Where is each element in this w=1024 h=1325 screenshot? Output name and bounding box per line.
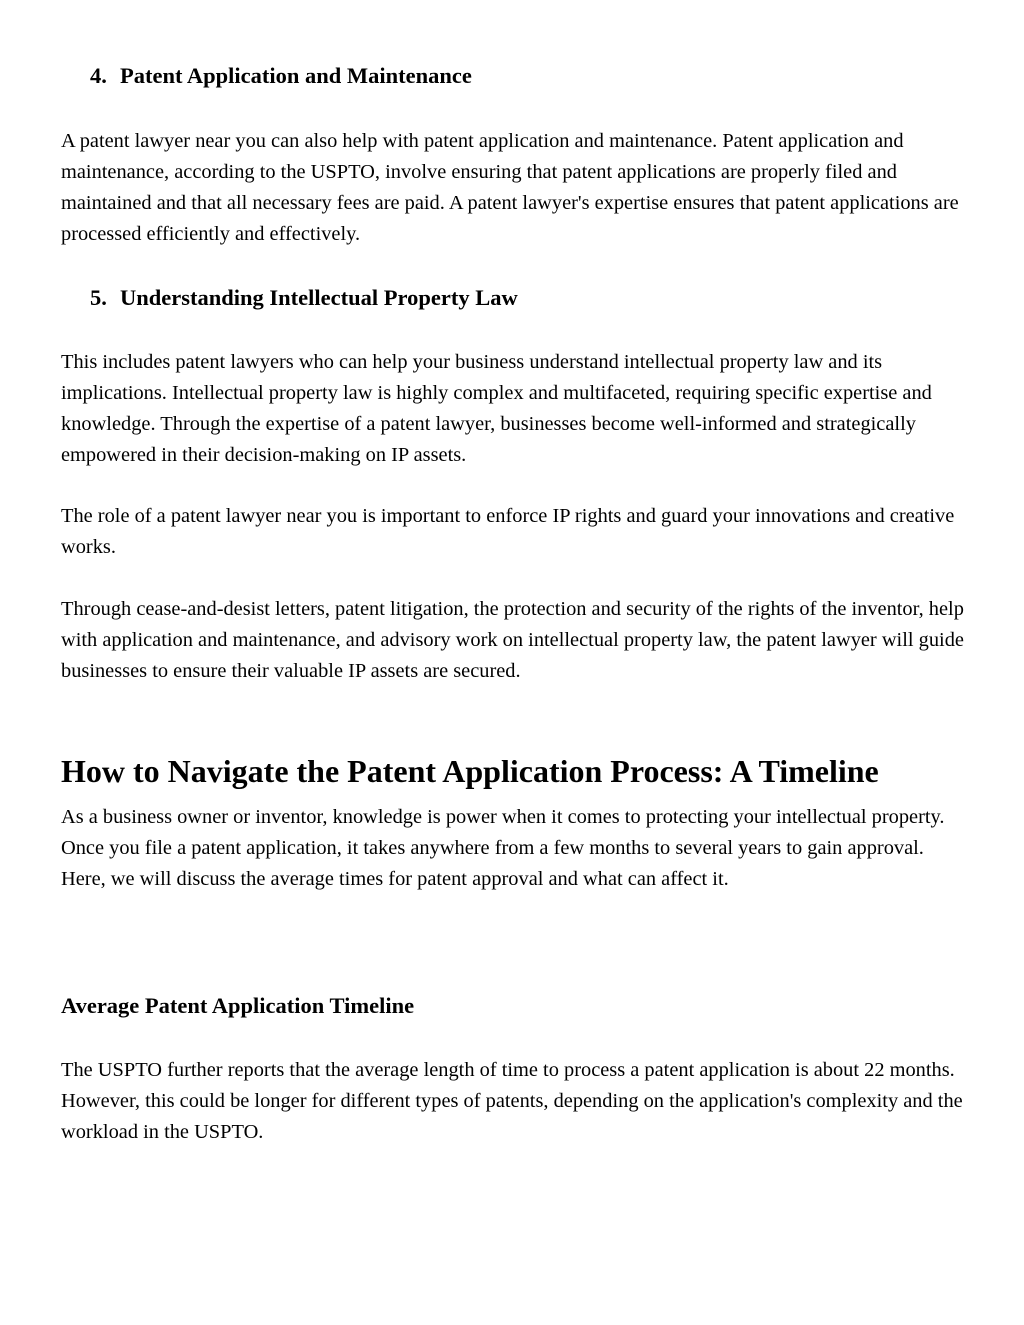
subheading-average-timeline: Average Patent Application Timeline	[61, 993, 415, 1018]
heading-number: 5.	[90, 285, 107, 310]
heading-title: Understanding Intellectual Property Law	[120, 285, 518, 310]
paragraph-timeline-intro: As a business owner or inventor, knowledge is power when it comes to protecting your intellectual property. Once you file a patent application, it takes anywhere from a few months to several years to gain approval. Here, we will discuss the average times for patent approval and what can affect it.	[61, 806, 945, 890]
paragraph-patent-application: A patent lawyer near you can also help with patent application and maintenance. Patent application and maintenance, according to the USPTO, involve ensuring that patent applications are properly filed and maintained and that all necessary fees are paid. A patent lawyer's expertise ensures that patent applications are processed efficiently and effectively.	[61, 130, 959, 245]
numbered-heading-patent-application	[90, 62, 472, 90]
paragraph-average-timeline: The USPTO further reports that the average length of time to process a patent application is about 22 months. However, this could be longer for different types of patents, depending on the application's complexity and the workload in the USPTO.	[61, 1059, 963, 1143]
heading-number: 4.	[90, 63, 107, 88]
section-heading-timeline: How to Navigate the Patent Application Process: A Timeline	[61, 753, 879, 789]
paragraph-cease-and-desist: Through cease-and-desist letters, patent litigation, the protection and security of the rights of the inventor, help with application and maintenance, and advisory work on intellectual property law, the patent lawyer will guide businesses to ensure their valuable IP assets are secured.	[61, 598, 964, 682]
numbered-heading-ip-law	[90, 284, 518, 312]
paragraph-ip-law: This includes patent lawyers who can help your business understand intellectual property law and its implications. Intellectual property law is highly complex and multifaceted, requiring specific expertise and knowledge. Through the expertise of a patent lawyer, businesses become well-informed and strategically empowered in their decision-making on IP assets.	[61, 351, 932, 466]
heading-title: Patent Application and Maintenance	[120, 63, 472, 88]
paragraph-role-of-lawyer: The role of a patent lawyer near you is important to enforce IP rights and guard your innovations and creative works.	[61, 505, 955, 558]
